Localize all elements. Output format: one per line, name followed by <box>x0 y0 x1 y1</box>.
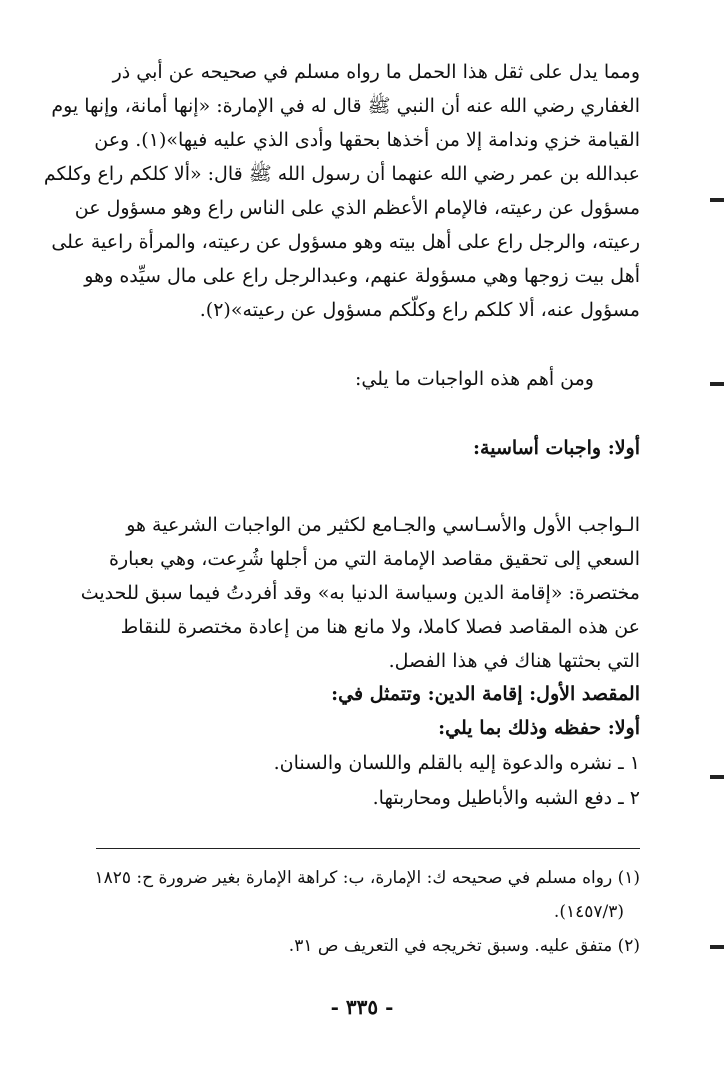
edge-mark <box>710 198 724 202</box>
footnote-2: (٢) متفق عليه. وسبق تخريجه في التعريف ص ٣١. <box>288 936 640 956</box>
text-line: مسؤول عن رعيته، فالإمام الأعظم الذي على الناس راع وهو مسؤول عن <box>74 197 640 219</box>
text-line: القيامة خزي وندامة إلا من أخذها بحقها وأدى الذي عليه فيها»(١). وعن <box>94 129 640 151</box>
maqsad-heading: المقصد الأول: إقامة الدين: وتتمثل في: <box>331 683 640 705</box>
intro-line: ومن أهم هذه الواجبات ما يلي: <box>354 368 594 390</box>
text-line: مسؤول عنه، ألا كلكم راع وكلّكم مسؤول عن رعيته»(٢). <box>199 299 640 321</box>
sub-heading: أولا: حفظه وذلك بما يلي: <box>438 717 640 739</box>
section-heading: أولا: واجبات أساسية: <box>473 437 640 459</box>
text-line: عبدالله بن عمر رضي الله عنهما أن رسول الله ﷺ قال: «ألا كلكم راع وكلكم <box>43 163 640 185</box>
footnote-1: (١) رواه مسلم في صحيحه ك: الإمارة، ب: كراهة الإمارة بغير ضرورة ح: ١٨٢٥ <box>94 868 640 888</box>
page-number: - ٣٣٥ - <box>330 995 394 1019</box>
text-line: مختصرة: «إقامة الدين وسياسة الدنيا به» وقد أفردتُ فيما سبق للحديث <box>80 582 640 604</box>
list-item-2: ٢ ـ دفع الشبه والأباطيل ومحاربتها. <box>372 787 640 809</box>
text-line: الغفاري رضي الله عنه أن النبي ﷺ قال له في الإمارة: «إنها أمانة، وإنها يوم <box>51 95 640 117</box>
paragraph-hadith <box>43 55 640 327</box>
text-line: الـواجب الأول والأسـاسي والجـامع لكثير من الواجبات الشرعية هو <box>126 514 640 536</box>
text-line: التي بحثتها هناك في هذا الفصل. <box>388 650 640 672</box>
list-item-1: ١ ـ نشره والدعوة إليه بالقلم واللسان والسنان. <box>273 752 640 774</box>
edge-mark <box>710 382 724 386</box>
edge-mark <box>710 945 724 949</box>
edge-mark <box>710 775 724 779</box>
text-line: رعيته، والرجل راع على أهل بيته وهو مسؤول عن رعيته، والمرأة راعية على <box>51 231 640 253</box>
paragraph-first-duty <box>80 508 640 678</box>
footnote-1-continued: (١٤٥٧/٣). <box>553 902 624 922</box>
footnote-divider <box>96 848 640 849</box>
text-line: عن هذه المقاصد فصلا كاملا، ولا مانع هنا من إعادة مختصرة للنقاط <box>120 616 640 638</box>
text-line: ومما يدل على ثقل هذا الحمل ما رواه مسلم في صحيحه عن أبي ذر <box>112 61 640 83</box>
text-line: السعي إلى تحقيق مقاصد الإمامة التي من أجلها شُرِعت، وهي بعبارة <box>109 548 640 570</box>
text-line: أهل بيت زوجها وهي مسؤولة عنهم، وعبدالرجل راع على مال سيِّده وهو <box>84 265 640 287</box>
